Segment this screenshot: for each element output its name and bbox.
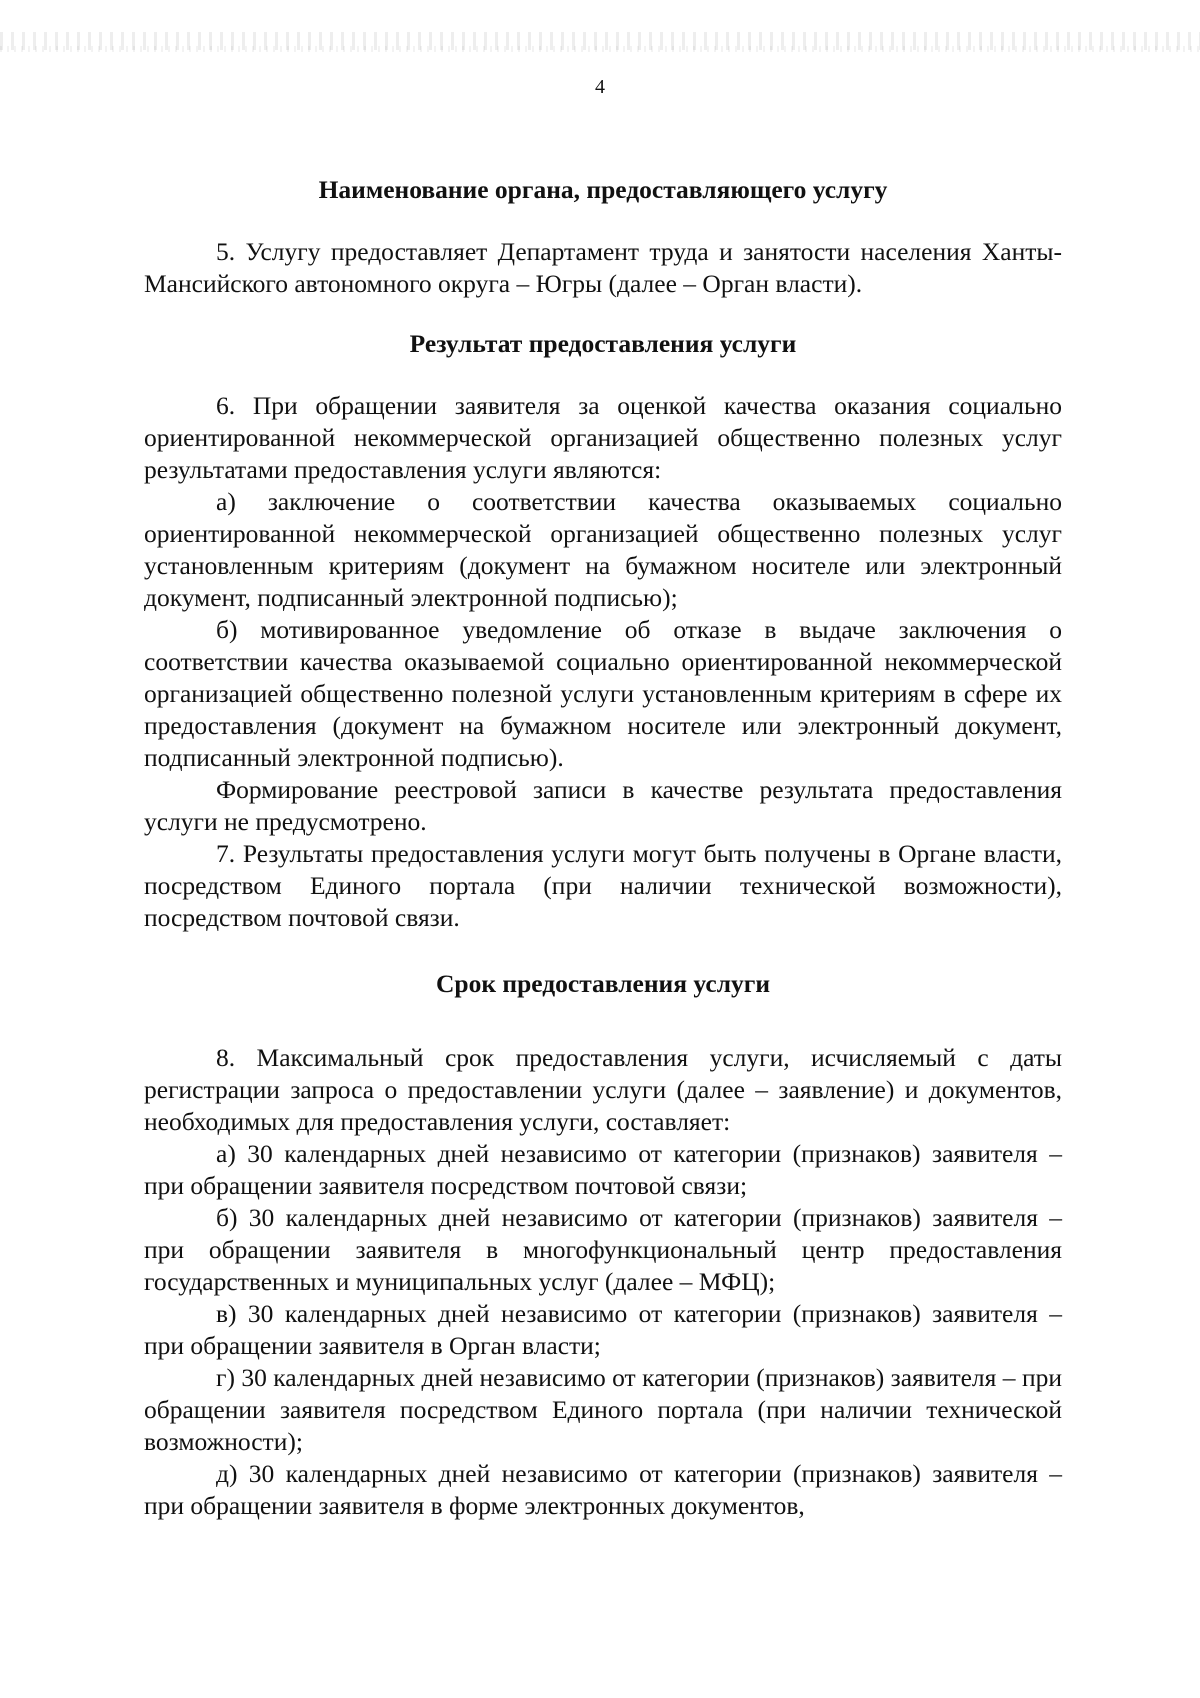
scan-artifact-line — [0, 46, 1200, 52]
section-heading: Наименование органа, предоставляющего услугу — [318, 175, 888, 204]
paragraph: 7. Результаты предоставления услуги могут быть получены в Органе власти, посредством Единого портала (при наличии технической возможности), посредством почтовой связи. — [144, 839, 1062, 932]
paragraph: д) 30 календарных дней независимо от категории (признаков) заявителя – при обращении заявителя в форме электронных документов, — [144, 1459, 1062, 1520]
section-heading: Результат предоставления услуги — [409, 329, 797, 358]
paragraph: а) заключение о соответствии качества оказываемых социально ориентированной некоммерческой организацией общественно полезных услуг установленным критериям (документ на бумажном носителе или электронный документ, подписанный электронной подписью); — [144, 487, 1062, 612]
page-number: 4 — [595, 76, 605, 98]
paragraph: а) 30 календарных дней независимо от категории (признаков) заявителя – при обращении заявителя посредством почтовой связи; — [144, 1139, 1062, 1200]
paragraph: б) 30 календарных дней независимо от категории (признаков) заявителя – при обращении заявителя в многофункциональный центр предоставления государственных и муниципальных услуг (далее – МФЦ); — [144, 1203, 1062, 1296]
paragraph: б) мотивированное уведомление об отказе в выдаче заключения о соответствии качества оказываемой социально ориентированной некоммерческой организацией общественно полезной услуги установленным критериям в сфере их предоставления (документ на бумажном носителе или электронный документ, подписанный электронной подписью). — [144, 615, 1062, 772]
paragraph: 5. Услугу предоставляет Департамент труда и занятости населения Ханты-Мансийского автономного округа – Югры (далее – Орган власти). — [144, 237, 1062, 298]
paragraph: 6. При обращении заявителя за оценкой качества оказания социально ориентированной некоммерческой организацией общественно полезных услуг результатами предоставления услуги являются: — [144, 391, 1062, 484]
paragraph: в) 30 календарных дней независимо от категории (признаков) заявителя – при обращении заявителя в Орган власти; — [144, 1299, 1062, 1360]
section-heading: Срок предоставления услуги — [435, 969, 771, 998]
paragraph: 8. Максимальный срок предоставления услуги, исчисляемый с даты регистрации запроса о предоставлении услуги (далее – заявление) и документов, необходимых для предоставления услуги, составляет: — [144, 1043, 1062, 1136]
document-body — [144, 174, 1062, 1522]
paragraph: г) 30 календарных дней независимо от категории (признаков) заявителя – при обращении заявителя посредством Единого портала (при наличии технической возможности); — [144, 1363, 1062, 1456]
paragraph: Формирование реестровой записи в качестве результата предоставления услуги не предусмотрено. — [144, 775, 1062, 836]
